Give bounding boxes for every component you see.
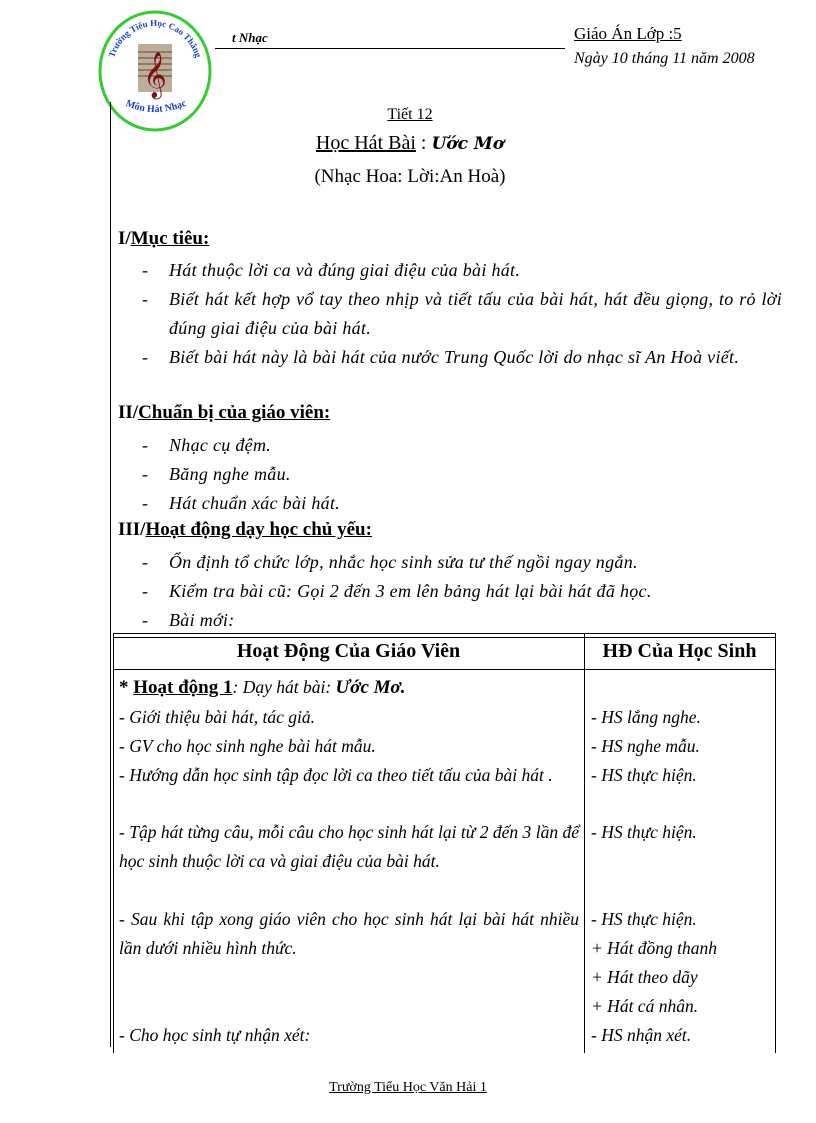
section-number: I/: [118, 228, 131, 249]
table-cell-student: - HS thực hiện.: [591, 765, 697, 785]
table-right-border: [775, 633, 776, 1053]
list-item: - Băng nghe mẫu.: [142, 464, 291, 484]
lesson-title-prefix: Học Hát Bài: [315, 132, 416, 154]
section-number: III/: [118, 519, 146, 540]
page-footer: Trường Tiểu Học Văn Hải 1: [329, 1080, 487, 1095]
table-cell-teacher: - Tập hát từng câu, mỗi câu cho học sinh hát lại từ 2 đến 3 lần để học sinh thuộc lời ca và giai điệu của bài hát.: [119, 822, 579, 871]
table-header-divider: [113, 669, 775, 670]
grade-label: Giáo Án Lớp :5: [574, 24, 682, 43]
table-cell-student: - HS thực hiện.: [591, 822, 697, 842]
table-column-divider: [584, 633, 585, 1053]
list-item: - Biết hát kết hợp vổ tay theo nhịp và tiết tấu của bài hát, hát đều giọng, to rỏ lời đúng giai điệu của bài hát.: [142, 289, 782, 338]
lesson-song-name: Ước Mơ: [431, 134, 505, 154]
section-preparation-heading: [118, 402, 330, 424]
header-underline: [215, 48, 565, 49]
table-cell-student: - HS nhận xét.: [591, 1025, 692, 1045]
list-item: - Biết bài hát này là bài hát của nước Trung Quốc lời do nhạc sĩ An Hoà viết.: [142, 347, 740, 367]
section-title: Hoạt động dạy học chủ yếu:: [145, 519, 372, 540]
table-cell-student: - HS thực hiện.: [591, 909, 697, 929]
table-cell-student: - HS lắng nghe.: [591, 707, 701, 727]
list-item: - Hát thuộc lời ca và đúng giai điệu của bài hát.: [142, 260, 521, 280]
activity-song: Ước Mơ.: [335, 677, 406, 698]
table-cell-teacher: - GV cho học sinh nghe bài hát mẫu.: [119, 736, 376, 756]
stamp-top-text: Trường Tiểu Học Cao Thắng: [106, 17, 204, 59]
table-cell-teacher: - Giới thiệu bài hát, tác giả.: [119, 707, 315, 727]
lesson-subtitle: (Nhạc Hoa: Lời:An Hoà): [314, 166, 506, 187]
svg-text:𝄞: 𝄞: [143, 52, 167, 98]
lesson-title-sep: :: [415, 132, 432, 154]
table-cell-teacher: - Sau khi tập xong giáo viên cho học sinh hát lại bài hát nhiều lần dưới nhiều hình thức.: [119, 909, 579, 958]
list-item: - Hát chuẩn xác bài hát.: [142, 493, 341, 513]
table-cell-student: - HS nghe mẫu.: [591, 736, 700, 756]
margin-rule: [110, 102, 111, 1047]
table-top-border: [113, 633, 775, 638]
table-left-border: [113, 633, 114, 1053]
table-header-teacher: Hoạt Động Của Giáo Viên: [236, 640, 461, 662]
section-title: Chuẩn bị của giáo viên:: [138, 402, 331, 423]
stamp-bottom-text: Môn Hát Nhạc: [124, 97, 188, 116]
lesson-title: [110, 132, 710, 155]
table-cell-student: + Hát cá nhân.: [591, 996, 699, 1016]
table-cell-teacher: - Cho học sinh tự nhận xét:: [119, 1025, 311, 1045]
section-activities-heading: [118, 519, 372, 541]
table-cell-student: + Hát đồng thanh: [591, 938, 718, 958]
list-item: - Nhạc cụ đệm.: [142, 435, 272, 455]
activity-heading: [119, 673, 579, 702]
table-cell-teacher: - Hướng dẫn học sinh tập đọc lời ca theo tiết tấu của bài hát .: [119, 765, 553, 785]
activity-star: *: [119, 677, 134, 698]
table-header-student: HĐ Của Học Sinh: [602, 640, 757, 662]
section-title: Mục tiêu:: [130, 228, 210, 249]
date-label: Ngày 10 tháng 11 năm 2008: [574, 50, 755, 67]
table-cell-student: + Hát theo dãy: [591, 967, 698, 987]
activity-desc: : Dạy hát bài:: [232, 677, 336, 697]
list-item: - Kiểm tra bài cũ: Gọi 2 đến 3 em lên bảng hát lại bài hát đã học.: [142, 581, 652, 601]
section-number: II/: [118, 402, 139, 423]
activity-label: Hoạt động 1: [133, 677, 233, 698]
list-item: - Ổn định tổ chức lớp, nhắc học sinh sửa tư thế ngồi ngay ngắn.: [142, 552, 638, 572]
header-left-text: t Nhạc: [232, 30, 268, 45]
lesson-number: Tiết 12: [387, 106, 433, 123]
list-item: - Bài mới:: [142, 610, 235, 630]
section-objectives-heading: [118, 228, 209, 250]
